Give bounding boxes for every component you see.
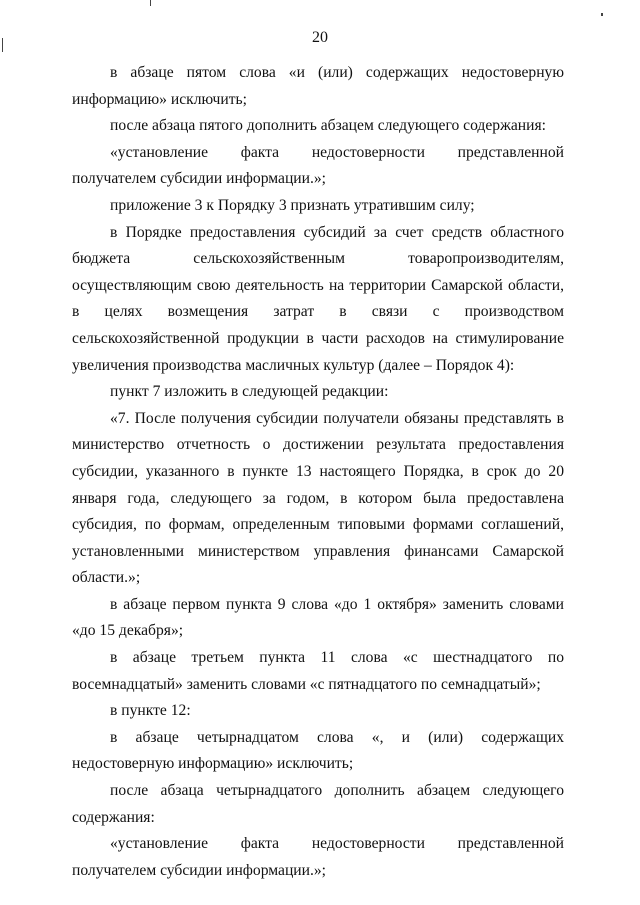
document-body — [72, 60, 564, 884]
paragraph: в абзаце пятом слова «и (или) содержащих недостоверную информацию» исключить; — [72, 64, 564, 108]
scan-mark-top — [150, 0, 151, 6]
page-number: 20 — [312, 29, 328, 46]
paragraph: в пункте 12: — [110, 702, 191, 720]
paragraph: в абзаце третьем пункта 11 слова «с шестнадцатого по восемнадцатый» заменить словами «с пятнадцатого по семнадцатый»; — [72, 649, 564, 693]
paragraph: «установление факта недостоверности представленной получателем субсидии информации.»; — [72, 835, 564, 879]
paragraph: пункт 7 изложить в следующей редакции: — [110, 383, 389, 401]
paragraph: после абзаца пятого дополнить абзацем следующего содержания: — [110, 117, 546, 135]
paragraph: в Порядке предоставления субсидий за счет средств областного бюджета сельскохозяйственным товаропроизводителям, осуществляющим свою деятельность на территории Самарской области, в целях возмещения затрат в связи с производством сельскохозяйственной продукции в части расходов на стимулирование увеличения производства масличных культур (далее – Порядок 4): — [72, 223, 564, 374]
paragraph: в абзаце первом пункта 9 слова «до 1 октября» заменить словами «до 15 декабря»; — [72, 595, 564, 640]
scan-mark-right — [601, 13, 603, 16]
paragraph: «7. После получения субсидии получатели обязаны представлять в министерство отчетность о достижении результата предоставления субсидии, указанного в пункте 13 настоящего Порядка, в срок до 20 января года, следующего за годом, в котором была предоставлена субсидия, по формам, определенным типовыми формами соглашений, установленными министерством управления финансами Самарской области.»; — [72, 409, 564, 587]
paragraph: приложение 3 к Порядку 3 признать утратившим силу; — [110, 196, 475, 214]
paragraph: «установление факта недостоверности представленной получателем субсидии информации.»; — [72, 143, 564, 188]
paragraph: в абзаце четырнадцатом слова «, и (или) содержащих недостоверную информацию» исключить; — [72, 728, 564, 773]
paragraph: после абзаца четырнадцатого дополнить абзацем следующего содержания: — [72, 782, 564, 826]
